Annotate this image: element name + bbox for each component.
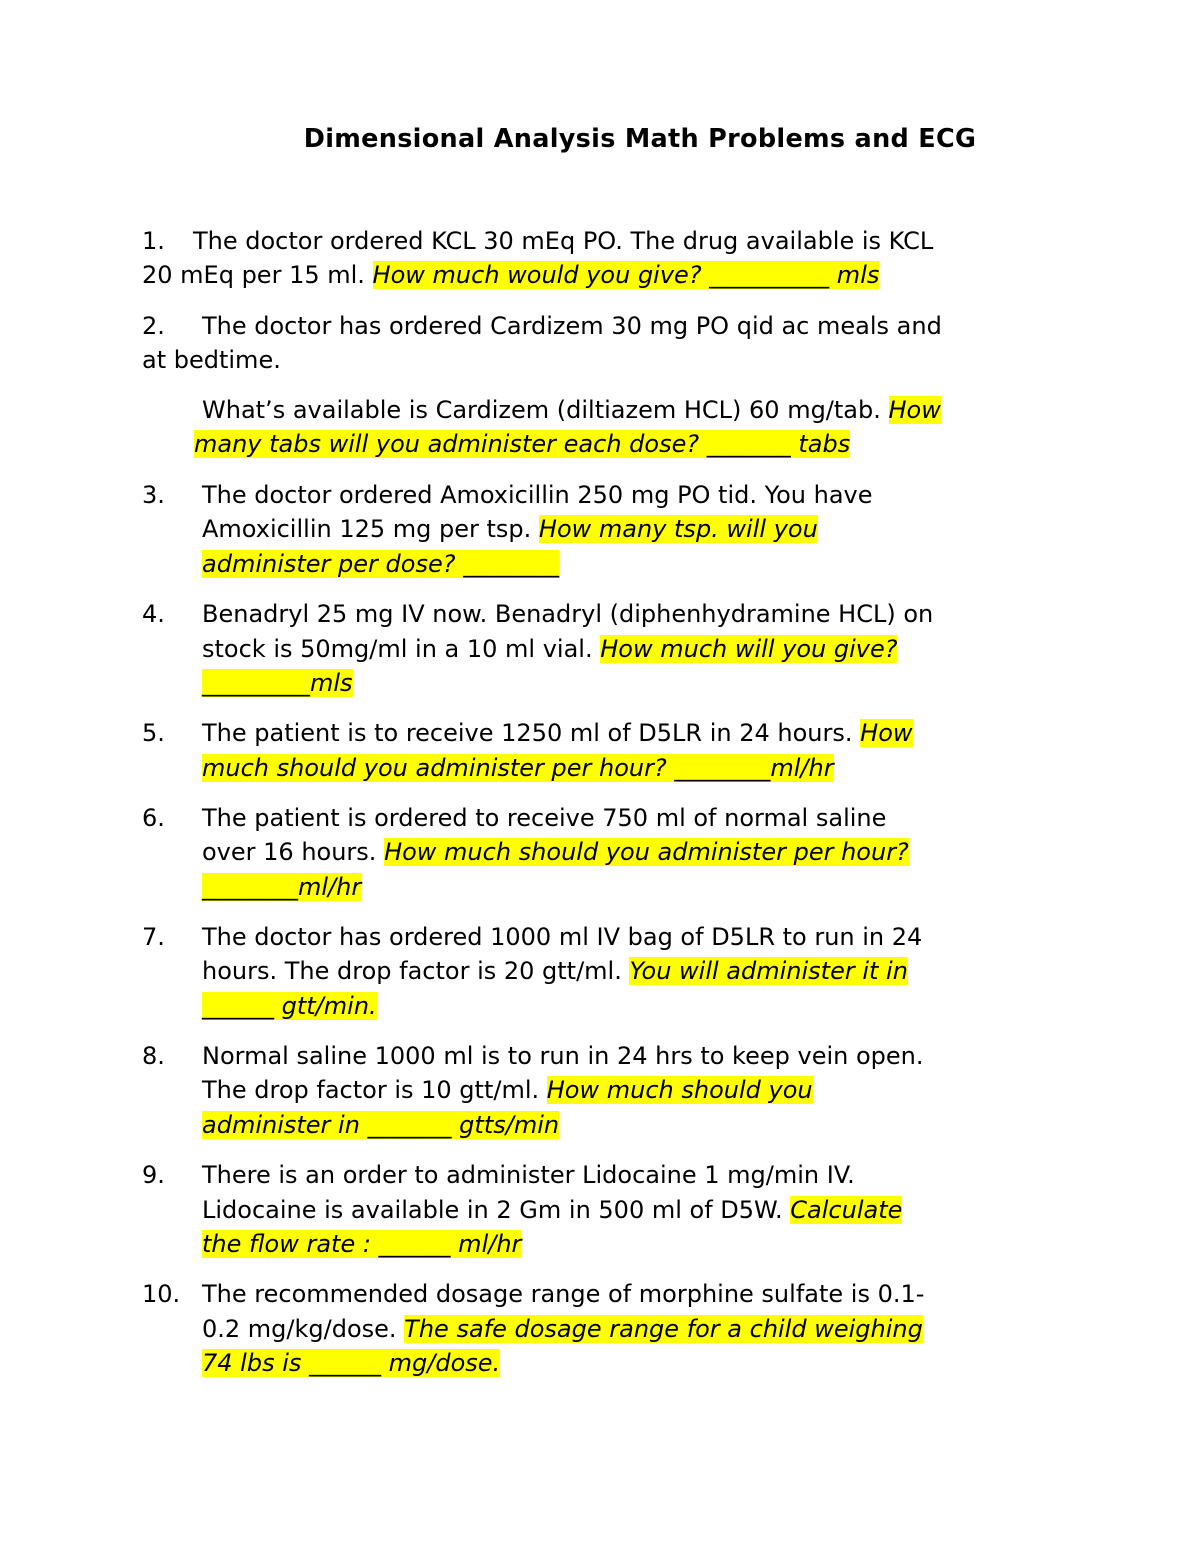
question-line: hours. The drop factor is 20 gtt/ml. You will administer it in <box>202 957 908 985</box>
question-line: 20 mEq per 15 ml. How much would you give? __________ mls <box>142 261 880 289</box>
question-number: 9. <box>142 1161 165 1189</box>
question-number: 3. <box>142 481 165 509</box>
question-line: Benadryl 25 mg IV now. Benadryl (diphenhydramine HCL) on <box>202 600 934 628</box>
question-line: The drop factor is 10 gtt/ml. How much should you <box>202 1076 813 1104</box>
question-line: There is an order to administer Lidocaine 1 mg/min IV. <box>202 1161 855 1189</box>
question-number: 7. <box>142 923 165 951</box>
question-line <box>202 989 377 1024</box>
page-title: Dimensional Analysis Math Problems and ECG <box>303 124 977 154</box>
question-line <box>202 666 353 701</box>
question-number: 2. <box>142 312 165 340</box>
question-line <box>202 751 834 786</box>
highlighted-prompt: How much should you administer per hour? <box>384 838 909 866</box>
question-line: The patient is ordered to receive 750 ml of normal saline <box>202 804 887 832</box>
highlighted-prompt: The safe dosage range for a child weighing <box>404 1315 923 1343</box>
highlighted-prompt: How much would you give? __________ mls <box>372 261 880 289</box>
question-line: The doctor has ordered Cardizem 30 mg PO qid ac meals and <box>202 312 942 340</box>
highlighted-prompt: How <box>860 719 913 747</box>
question-number: 5. <box>142 719 165 747</box>
question-line: The recommended dosage range of morphine sulfate is 0.1- <box>202 1280 925 1308</box>
highlighted-prompt: You will administer it in <box>629 957 908 985</box>
highlighted-prompt: much should you administer per hour? ________ml/hr <box>202 754 834 782</box>
question-line <box>202 1346 500 1381</box>
question-line: Amoxicillin 125 mg per tsp. How many tsp. will you <box>202 515 818 543</box>
question-line: Lidocaine is available in 2 Gm in 500 ml of D5W. Calculate <box>202 1196 903 1224</box>
question-line: over 16 hours. How much should you administer per hour? <box>202 838 909 866</box>
highlighted-prompt: _________mls <box>202 669 353 697</box>
question-line: The patient is to receive 1250 ml of D5LR in 24 hours. How <box>202 719 913 747</box>
highlighted-prompt: How many tsp. will you <box>538 515 818 543</box>
question-line: The doctor ordered KCL 30 mEq PO. The drug available is KCL <box>193 227 934 255</box>
question-line: Normal saline 1000 ml is to run in 24 hrs to keep vein open. <box>202 1042 924 1070</box>
question-number: 8. <box>142 1042 165 1070</box>
highlighted-prompt: ________ml/hr <box>202 873 362 901</box>
highlighted-prompt: administer in _______ gtts/min <box>202 1111 560 1139</box>
question-line <box>202 1108 559 1143</box>
question-number: 4. <box>142 600 165 628</box>
question-line: 0.2 mg/kg/dose. The safe dosage range for a child weighing <box>202 1315 923 1343</box>
question-line <box>202 1227 521 1262</box>
highlighted-prompt: administer per dose? ________ <box>202 550 560 578</box>
highlighted-prompt: the flow rate : ______ ml/hr <box>202 1230 522 1258</box>
question-line: stock is 50mg/ml in a 10 ml vial. How much will you give? <box>202 635 898 663</box>
question-number: 1. <box>142 227 165 255</box>
highlighted-prompt: How much should you <box>546 1076 813 1104</box>
question-line: The doctor ordered Amoxicillin 250 mg PO tid. You have <box>202 481 873 509</box>
highlighted-prompt: 74 lbs is ______ mg/dose. <box>202 1349 501 1377</box>
question-line: at bedtime. <box>142 346 281 374</box>
question-line: The doctor has ordered 1000 ml IV bag of D5LR to run in 24 <box>202 923 923 951</box>
question-number: 10. <box>142 1280 181 1308</box>
highlighted-prompt: ______ gtt/min. <box>202 992 377 1020</box>
highlighted-prompt: How <box>888 396 941 424</box>
highlighted-prompt: How much will you give? <box>600 635 898 663</box>
highlighted-prompt: many tabs will you administer each dose? _______ tabs <box>194 430 851 458</box>
question-number: 6. <box>142 804 165 832</box>
highlighted-prompt: Calculate <box>790 1196 903 1224</box>
question-line <box>202 870 361 905</box>
question-line <box>202 547 559 582</box>
question-line <box>194 427 850 462</box>
question-line: What’s available is Cardizem (diltiazem HCL) 60 mg/tab. How <box>202 396 941 424</box>
